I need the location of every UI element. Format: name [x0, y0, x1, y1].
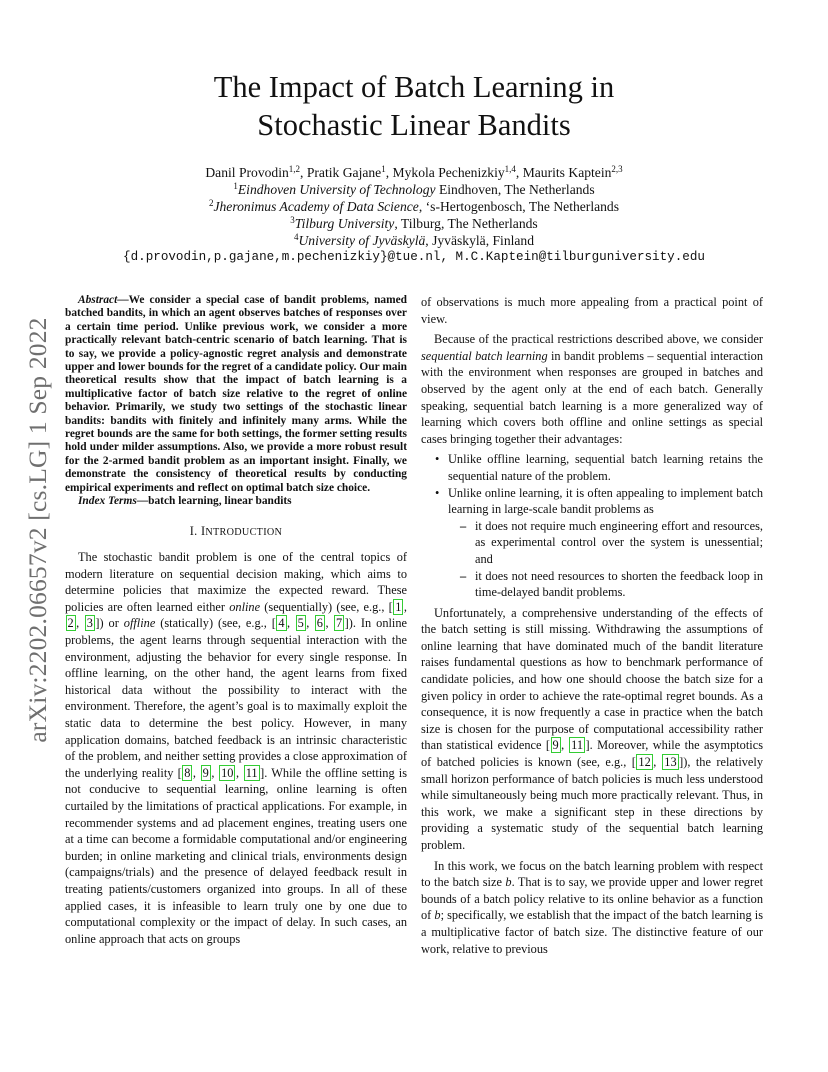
title-line-1: The Impact of Batch Learning in	[213, 70, 615, 104]
index-terms: Index Terms—batch learning, linear bandits	[78, 495, 292, 508]
left-column	[65, 294, 407, 947]
citation-link[interactable]: 1	[395, 599, 402, 614]
continued-paragraph: of observations is much more appealing from a practical point of view.	[421, 295, 763, 326]
list-item: • Unlike offline learning, sequential batch learning retains the sequential nature of the problem.	[448, 451, 763, 484]
intro-paragraph-2: Because of the practical restrictions described above, we consider sequential batch learning in bandit problems – sequential interaction with the environment when responses are grouped in batches and observed by the agent only at the end of each batch. Generally speaking, sequential batch learning is a more generalized way of learning which covers both offline and online settings as special cases bringing together their advantages:	[421, 332, 764, 446]
affiliation-4: $^4$University of Jyväskylä, Jyväskylä, Finland	[293, 232, 535, 248]
list-item: • Unlike online learning, it is often appealing to implement batch learning in large-scale bandit problems as – it does not require much engineering effort and resources, as experimental control over the system is unessential; and – it does not need resources to shorten the feedback loop in time-delayed bandit problems.	[448, 485, 763, 601]
abstract: Abstract—We consider a special case of bandit problems, named batched bandits, in which an agent observes batches of responses over a certain time period. Unlike previous work, we consider a more practically relevant batch-centric scenario of batch learning. That is to say, we provide a policy-agnostic regret analysis and demonstrate upper and lower bounds for the regret of a candidate policy. Our main theoretical results show that the impact of batch learning is a multiplicative factor of batch size relative to the regret of online behavior. Primarily, we study two settings of the stochastic linear bandits: bandits with finitely and infinitely many arms. While the regret bounds are the same for both settings, the former setting results hold under milder assumptions. Also, we provide a more robust result for the 2-armed bandit problem as an important insight. Finally, we demonstrate the consistency of theoretical results by conducting empirical experiments and reflect on optimal batch size choice.	[65, 294, 407, 494]
citation-link[interactable]: 11	[245, 765, 258, 780]
author-block	[0, 164, 828, 266]
citation-link[interactable]: 9	[202, 765, 209, 780]
citation-link[interactable]: 2	[67, 616, 74, 631]
citation-link[interactable]: 5	[297, 616, 304, 631]
intro-paragraph-1: The stochastic bandit problem is one of the central topics of modern literature on sequential decision making, which aims to determine policies that maximize the expected reward. These policies are often learned either online (sequentially) (see, e.g., [ 1 , 2 , 3 ]) or offline (statically) (see, e.g., [ 4 , 5 , 6 , 7 ]). In online problems, the agent learns through sequential interaction with the environment, adjusting the behavior for every single response. In offline learning, on the other hand, the agent learns from fixed historical data without the possibility to interact with the environment. Therefore, the agent’s goal is to maximally exploit the static data to determine the best policy. However, in many application domains, batched feedback is an intrinsic characteristic of the problem, and neither setting provides a close approximation of the underlying reality [ 8 , 9 , 10 , 11 ]. While the offline setting is not conducive to sequential learning, online learning is often curtailed by the limitations of practical applications. For example, in recommender systems and ad placement engines, treating users one at a time can become a formidable computational and/or engineering burden; in online marketing and clinical trials, environments design (campaigns/trials) and the presence of delayed feedback result in treating patients/customers organized into groups. In all of these applied cases, it is infeasible to learn truly one by one due to computational complexity or the impact of delay. In such cases, an online approach that acts on groups	[65, 550, 408, 946]
citation-link[interactable]: 10	[221, 765, 234, 780]
citation-link[interactable]: 9	[552, 738, 559, 753]
citation-link[interactable]: 4	[278, 616, 285, 631]
citation-link[interactable]: 6	[316, 616, 323, 631]
citation-link[interactable]: 7	[335, 616, 343, 631]
citation-link[interactable]: 13	[664, 755, 677, 770]
affiliation-2: $^2$Jheronimus Academy of Data Science, ‘s-Hertogenbosch, The Netherlands	[208, 198, 620, 214]
sub-list	[448, 518, 763, 601]
citation-link[interactable]: 3	[86, 616, 93, 631]
intro-paragraph-4: In this work, we focus on the batch learning problem with respect to the batch size b. That is to say, we provide upper and lower regret bounds of a batch policy relative to its online behavior as a function of b; specifically, we establish that the impact of the batch learning is a multiplicative factor of batch size. The distinctive feature of our work, relative to previous	[421, 858, 763, 956]
affiliation-3: $^3$Tilburg University, Tilburg, The Netherlands	[290, 215, 538, 231]
intro-paragraph-3: Unfortunately, a comprehensive understanding of the effects of the batch setting is still missing. Withdrawing the assumptions of online learning that have dominated much of the bandit literature raises fundamental questions as how to benchmark performance of candidate policies, and how one should choose the batch size for a given policy in order to achieve the rate-optimal regret bounds. As a consequence, it is now frequently a case in practice when the batch size is chosen for the purpose of computational accessibility rather than statistical evidence [ 9 , 11 ]. Moreover, while the asymptotics of batched policies is known (see, e.g., [ 12 , 13 ]), the relatively small horizon performance of batch policies is much less understood while simultaneously being much more practically relevant. Thus, in this work, we make a significant step in these directions by providing a systematic study of the sequential batch learning problem.	[421, 605, 763, 852]
right-column	[421, 294, 763, 957]
affiliation-1: $^1$Eindhoven University of Technology Eindhoven, The Netherlands	[233, 181, 595, 197]
paper-title	[0, 68, 828, 144]
citation-link[interactable]: 12	[638, 755, 651, 770]
citation-link[interactable]: 11	[571, 738, 584, 753]
title-line-2: Stochastic Linear Bandits	[257, 108, 571, 142]
advantages-list	[421, 451, 763, 600]
sub-list-item: – it does not require much engineering effort and resources, as experimental control over the system is unessential; and	[475, 518, 763, 568]
sub-list-item: – it does not need resources to shorten the feedback loop in time-delayed bandit problems.	[475, 568, 763, 601]
arxiv-identifier: arXiv:2202.06657v2 [cs.LG] 1 Sep 2022	[23, 317, 52, 743]
citation-link[interactable]: 8	[184, 765, 191, 780]
section-heading-introduction: I. INTRODUCTION	[189, 523, 283, 538]
author-list: Danil Provodin$^{1,2}$, Pratik Gajane$^1$, Mykola Pechenizkiy$^{1,4}$, Maurits Kaptein$^{2,3}$	[205, 164, 623, 180]
author-emails: {d.provodin,p.gajane,m.pechenizkiy}@tue.nl, M.C.Kaptein@tilburguniversity.edu	[123, 250, 705, 264]
